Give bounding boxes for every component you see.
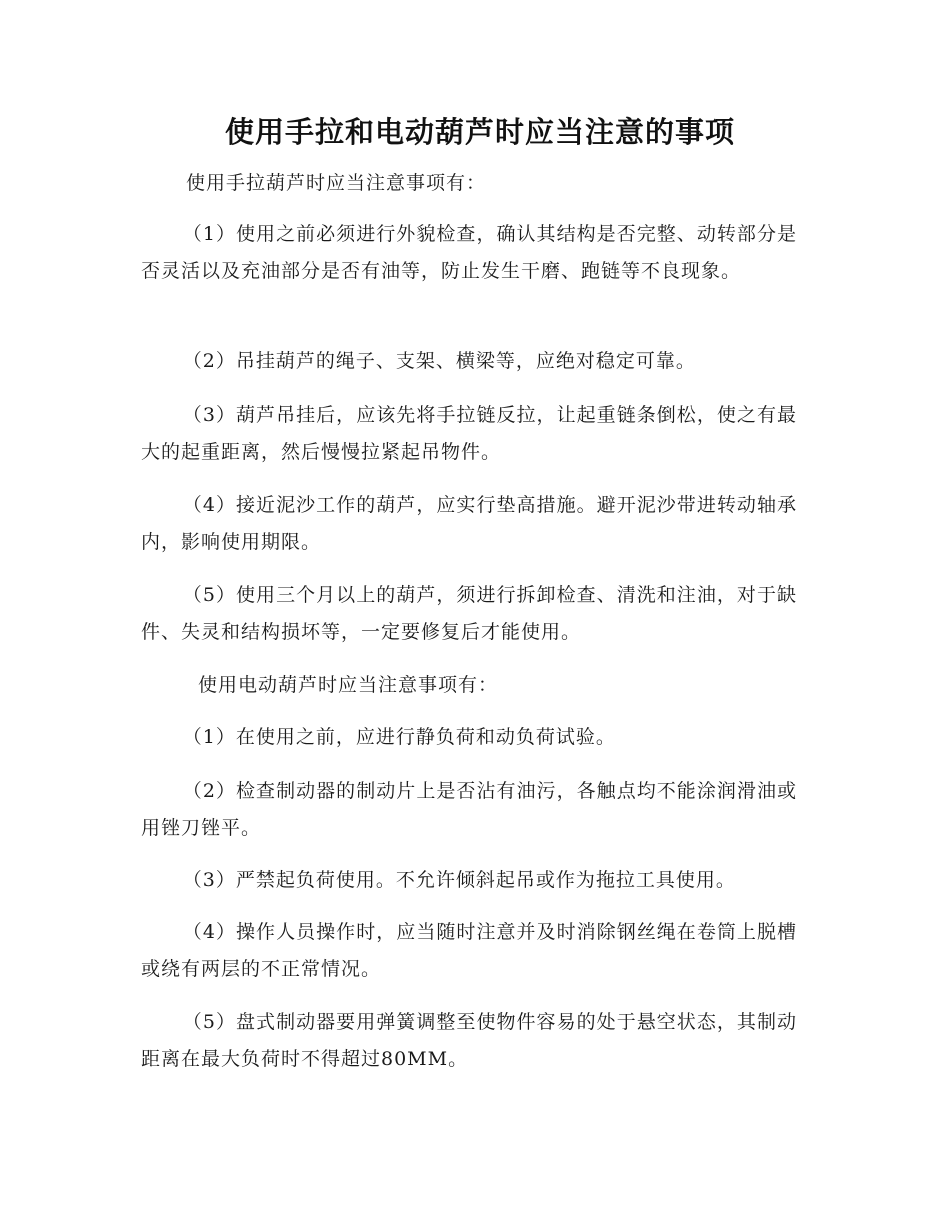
manual-hoist-heading: 使用手拉葫芦时应当注意事项有： xyxy=(186,172,487,194)
manual-item-5: （5）使用三个月以上的葫芦，须进行拆卸检查、清洗和注油，对于缺件、失灵和结构损坏等，一定要修复后才能使用。 xyxy=(141,584,797,643)
electric-item-2: （2）检查制动器的制动片上是否沾有油污，各触点均不能涂润滑油或用锉刀锉平。 xyxy=(141,780,797,839)
manual-item-1: （1）使用之前必须进行外貌检查，确认其结构是否完整、动转部分是否灵活以及充油部分是否有油等，防止发生干磨、跑链等不良现象。 xyxy=(141,223,797,282)
electric-item-1: （1）在使用之前，应进行静负荷和动负荷试验。 xyxy=(182,726,616,748)
electric-item-5: （5）盘式制动器要用弹簧调整至使物件容易的处于悬空状态，其制动距离在最大负荷时不得超过80MM。 xyxy=(141,1011,797,1070)
document-title: 使用手拉和电动葫芦时应当注意的事项 xyxy=(224,115,735,149)
electric-item-4: （4）操作人员操作时，应当随时注意并及时消除钢丝绳在卷筒上脱槽或绕有两层的不正常情况。 xyxy=(141,921,797,980)
manual-item-2: （2）吊挂葫芦的绳子、支架、横梁等，应绝对稳定可靠。 xyxy=(182,350,696,372)
electric-item-3: （3）严禁起负荷使用。不允许倾斜起吊或作为拖拉工具使用。 xyxy=(182,869,736,891)
manual-item-3: （3）葫芦吊挂后，应该先将手拉链反拉，让起重链条倒松，使之有最大的起重距离，然后慢慢拉紧起吊物件。 xyxy=(141,404,797,463)
manual-item-4: （4）接近泥沙工作的葫芦，应实行垫高措施。避开泥沙带进转动轴承内，影响使用期限。 xyxy=(141,494,797,553)
electric-hoist-heading: 使用电动葫芦时应当注意事项有： xyxy=(198,674,499,696)
